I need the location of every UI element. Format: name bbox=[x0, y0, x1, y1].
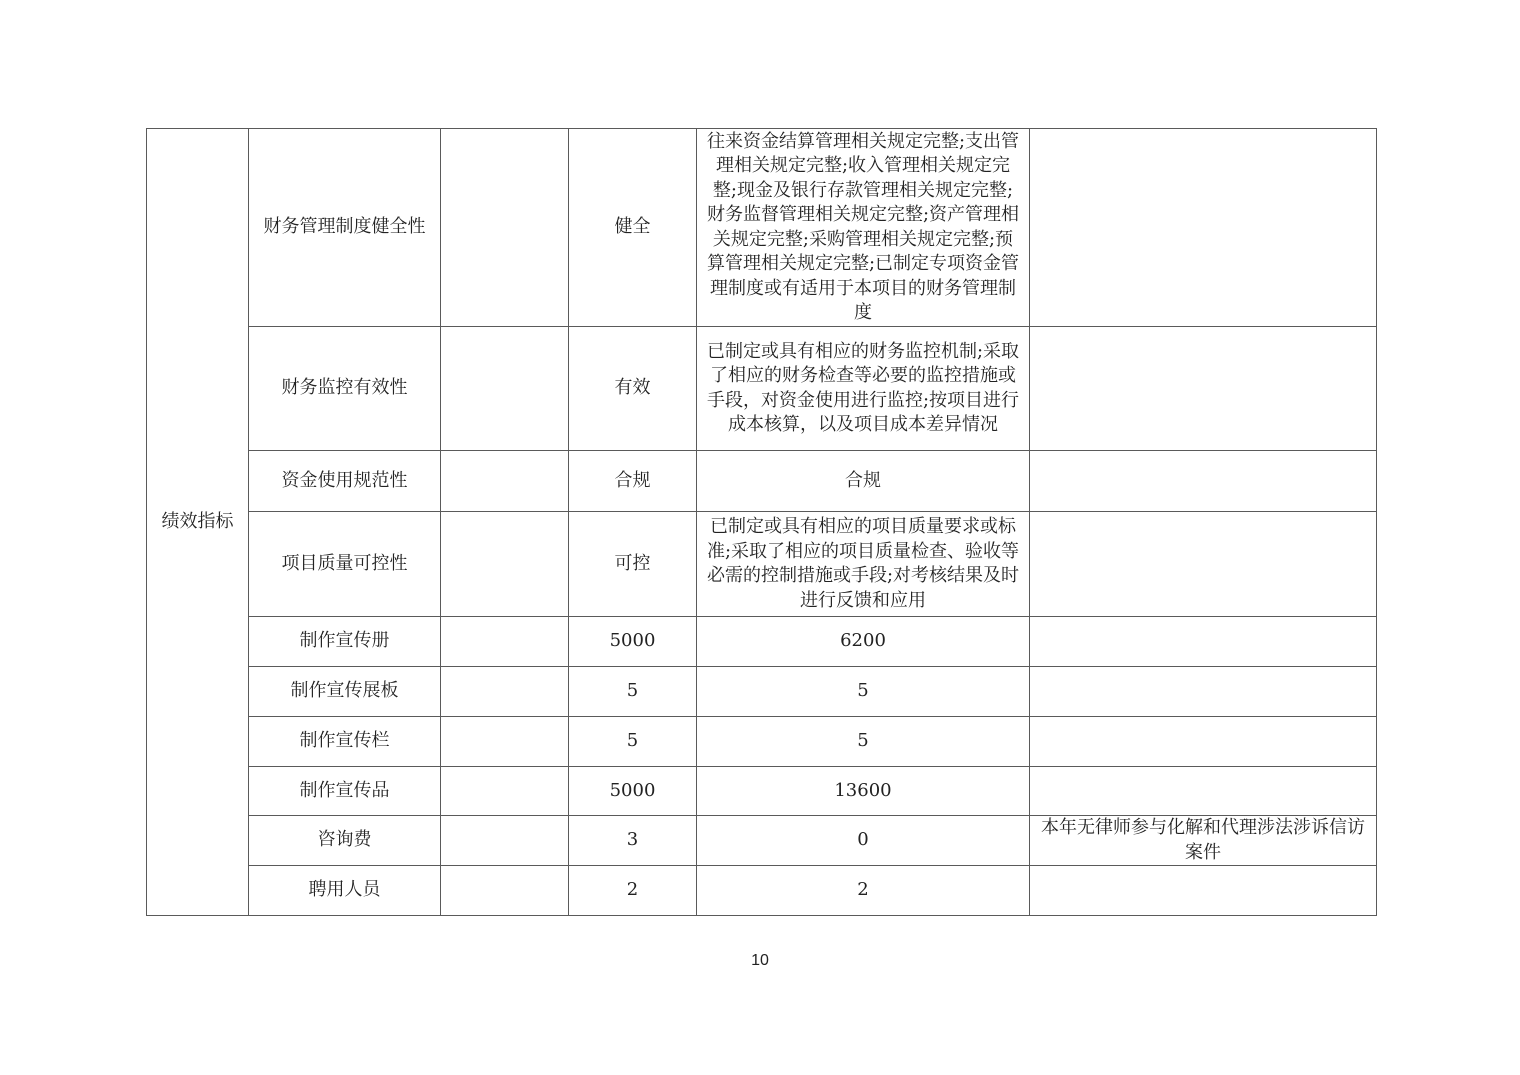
table-row bbox=[147, 617, 1377, 667]
actual-cell: 已制定或具有相应的财务监控机制;采取了相应的财务检查等必要的监控措施或手段，对资金使用进行监控;按项目进行成本核算，以及项目成本差异情况 bbox=[697, 327, 1030, 451]
indicator-cell: 制作宣传展板 bbox=[249, 667, 441, 717]
actual-cell: 往来资金结算管理相关规定完整;支出管理相关规定完整;收入管理相关规定完整;现金及银行存款管理相关规定完整;财务监督管理相关规定完整;资产管理相关规定完整;采购管理相关规定完整;预算管理相关规定完整;已制定专项资金管理制度或有适用于本项目的财务管理制度 bbox=[697, 129, 1030, 327]
indicator-cell: 制作宣传册 bbox=[249, 617, 441, 667]
table-row bbox=[147, 512, 1377, 617]
blank-cell bbox=[441, 767, 569, 816]
actual-cell: 13600 bbox=[697, 767, 1030, 816]
target-cell: 有效 bbox=[569, 327, 697, 451]
note-cell bbox=[1030, 129, 1377, 327]
note-cell bbox=[1030, 617, 1377, 667]
table-row bbox=[147, 667, 1377, 717]
blank-cell bbox=[441, 667, 569, 717]
table-row bbox=[147, 327, 1377, 451]
table-row bbox=[147, 451, 1377, 512]
indicator-cell: 项目质量可控性 bbox=[249, 512, 441, 617]
actual-cell: 6200 bbox=[697, 617, 1030, 667]
performance-indicator-table bbox=[146, 128, 1377, 916]
table-row bbox=[147, 767, 1377, 816]
note-cell bbox=[1030, 667, 1377, 717]
page-number: 10 bbox=[751, 952, 769, 969]
indicator-cell: 制作宣传品 bbox=[249, 767, 441, 816]
target-cell: 3 bbox=[569, 816, 697, 866]
actual-cell: 5 bbox=[697, 667, 1030, 717]
blank-cell bbox=[441, 816, 569, 866]
indicator-cell: 咨询费 bbox=[249, 816, 441, 866]
note-cell bbox=[1030, 767, 1377, 816]
target-cell: 合规 bbox=[569, 451, 697, 512]
actual-cell: 合规 bbox=[697, 451, 1030, 512]
target-cell: 2 bbox=[569, 866, 697, 916]
indicator-cell: 制作宣传栏 bbox=[249, 717, 441, 767]
blank-cell bbox=[441, 129, 569, 327]
note-cell bbox=[1030, 451, 1377, 512]
indicator-cell: 聘用人员 bbox=[249, 866, 441, 916]
indicator-cell: 财务管理制度健全性 bbox=[249, 129, 441, 327]
note-cell bbox=[1030, 327, 1377, 451]
actual-cell: 2 bbox=[697, 866, 1030, 916]
target-cell: 5 bbox=[569, 717, 697, 767]
table-row bbox=[147, 866, 1377, 916]
actual-cell: 5 bbox=[697, 717, 1030, 767]
target-cell: 可控 bbox=[569, 512, 697, 617]
note-cell: 本年无律师参与化解和代理涉法涉诉信访案件 bbox=[1030, 816, 1377, 866]
blank-cell bbox=[441, 512, 569, 617]
note-cell bbox=[1030, 512, 1377, 617]
blank-cell bbox=[441, 717, 569, 767]
target-cell: 5000 bbox=[569, 767, 697, 816]
category-cell: 绩效指标 bbox=[147, 129, 249, 916]
indicator-cell: 财务监控有效性 bbox=[249, 327, 441, 451]
target-cell: 5 bbox=[569, 667, 697, 717]
blank-cell bbox=[441, 866, 569, 916]
actual-cell: 0 bbox=[697, 816, 1030, 866]
blank-cell bbox=[441, 451, 569, 512]
note-cell bbox=[1030, 866, 1377, 916]
table-row bbox=[147, 816, 1377, 866]
table-row bbox=[147, 717, 1377, 767]
indicator-cell: 资金使用规范性 bbox=[249, 451, 441, 512]
blank-cell bbox=[441, 617, 569, 667]
blank-cell bbox=[441, 327, 569, 451]
actual-cell: 已制定或具有相应的项目质量要求或标准;采取了相应的项目质量检查、验收等必需的控制措施或手段;对考核结果及时进行反馈和应用 bbox=[697, 512, 1030, 617]
note-cell bbox=[1030, 717, 1377, 767]
target-cell: 健全 bbox=[569, 129, 697, 327]
table-row bbox=[147, 129, 1377, 327]
target-cell: 5000 bbox=[569, 617, 697, 667]
